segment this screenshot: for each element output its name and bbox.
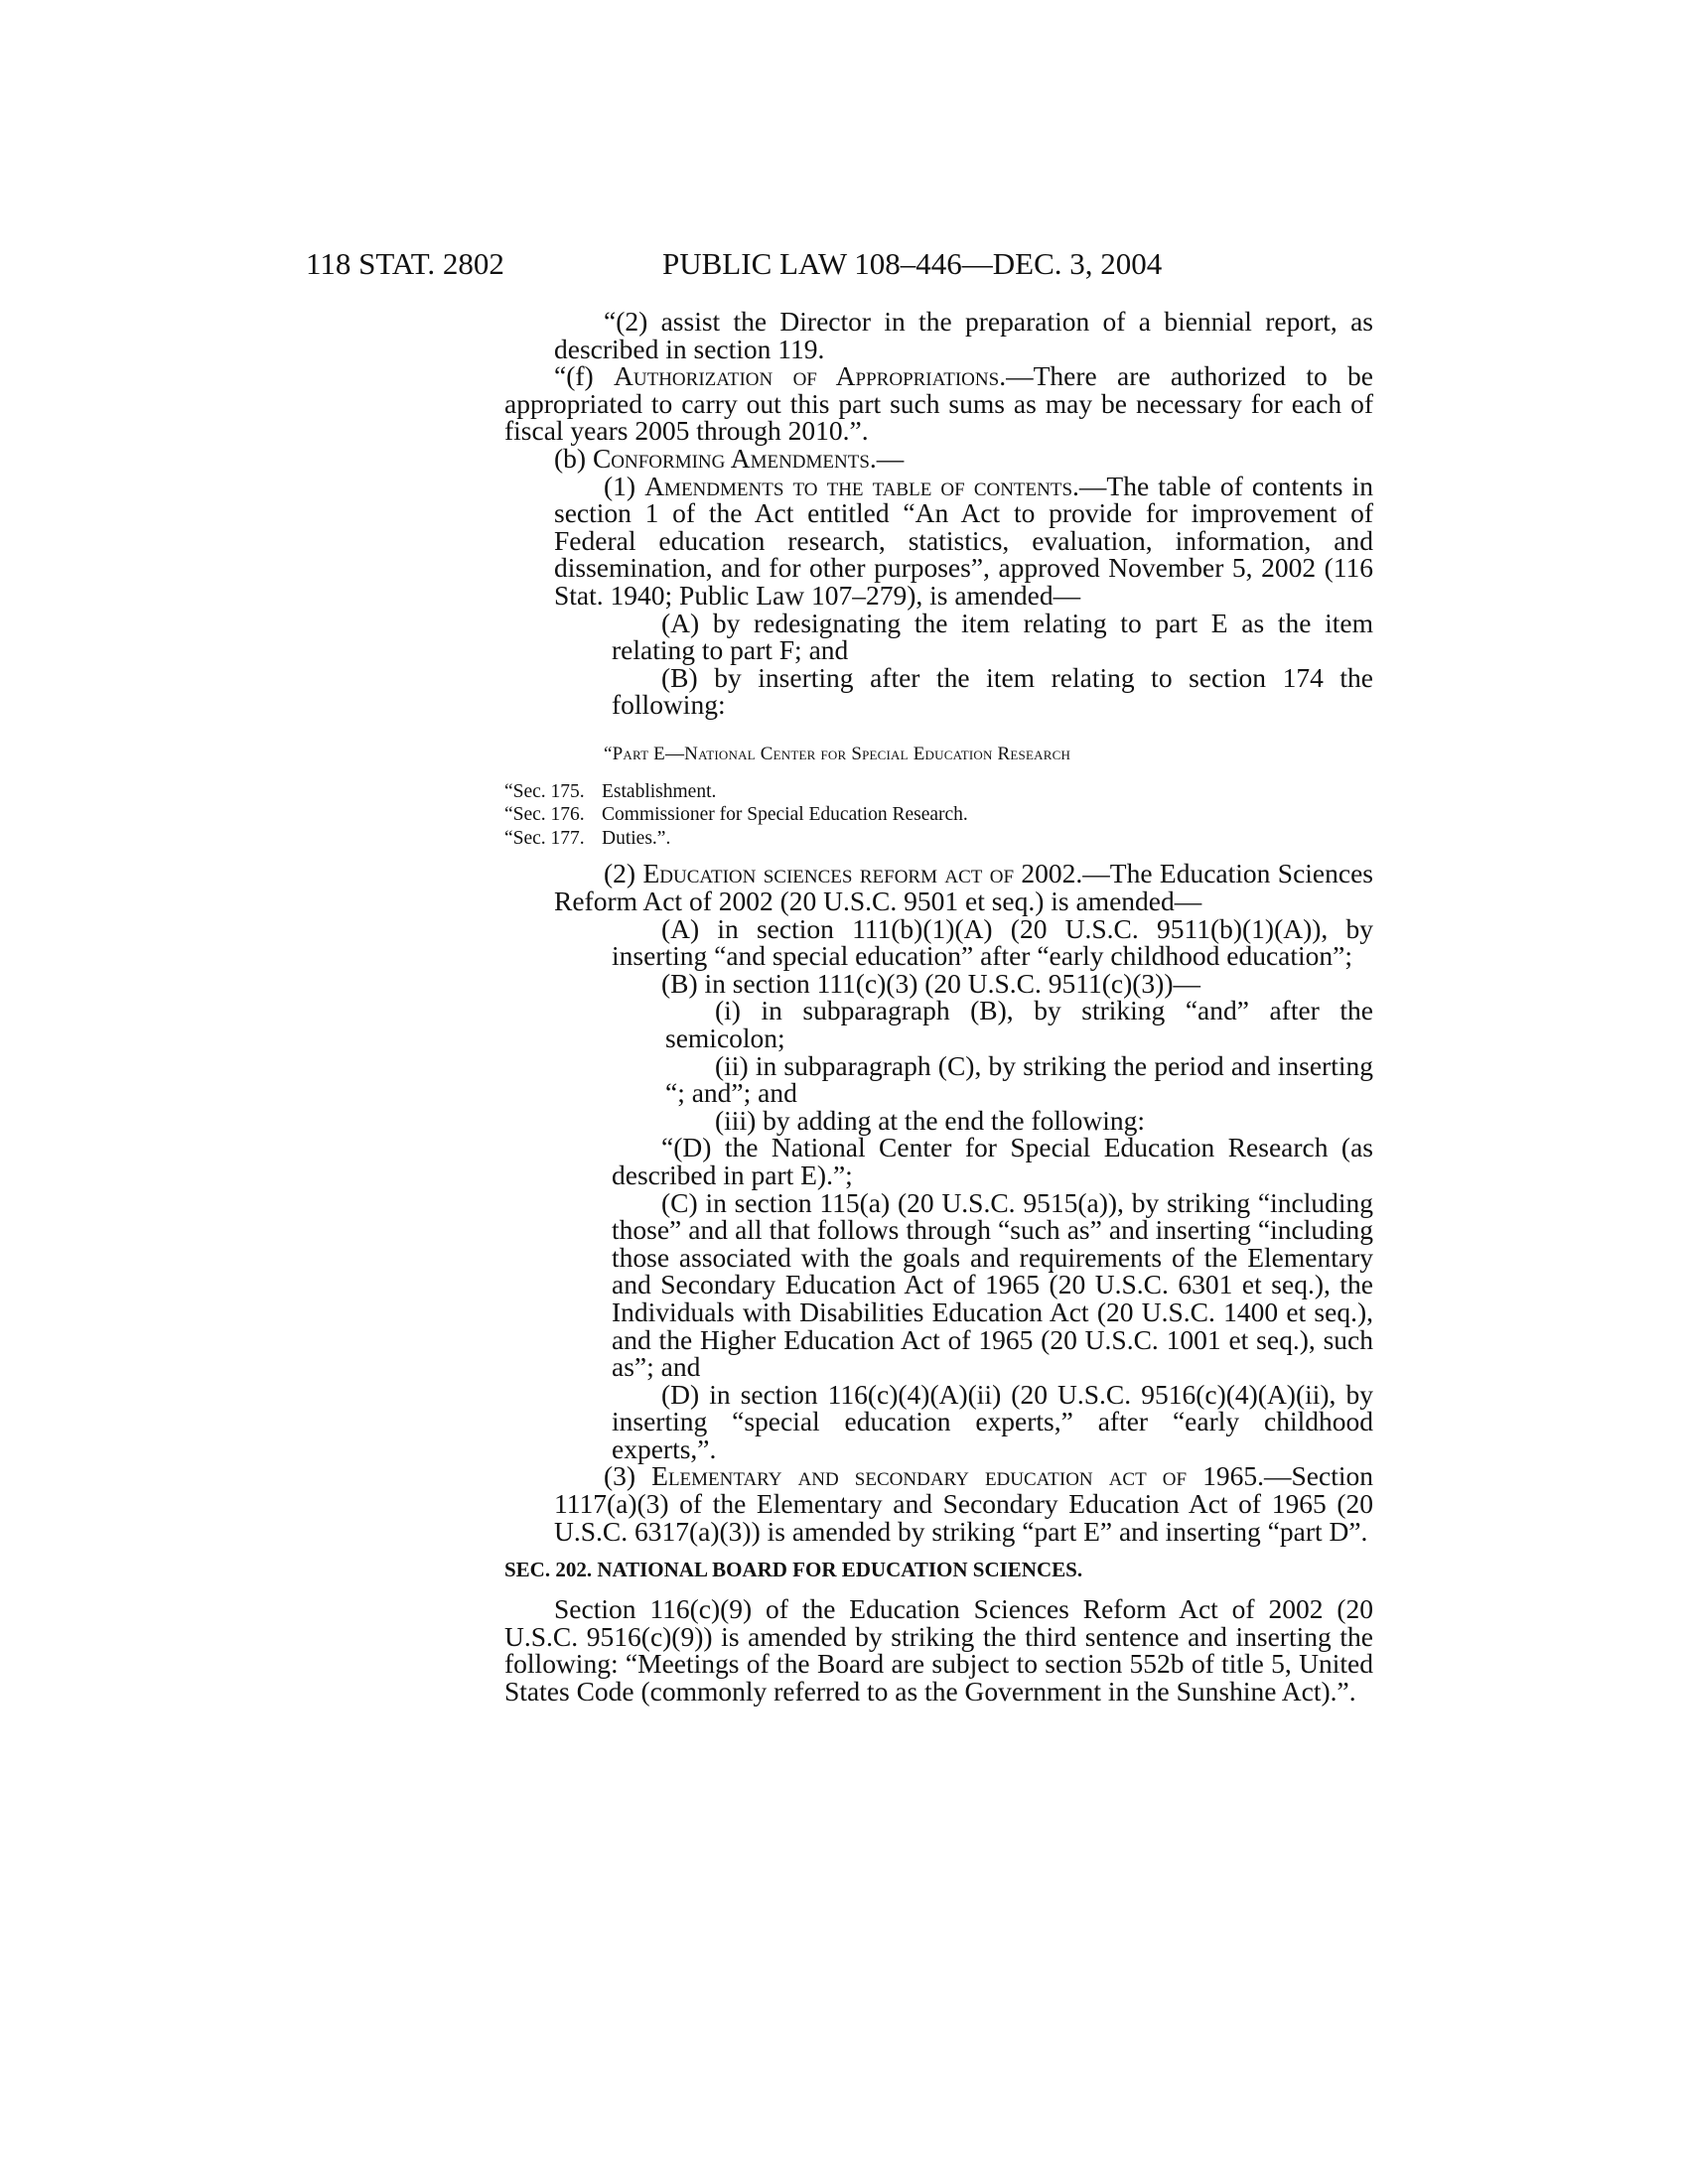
paragraph-b2-d: (D) in section 116(c)(4)(A)(ii) (20 U.S.C. 9516(c)(4)(A)(ii), by inserting “special education experts,” after “early childhood experts,”. (612, 1378, 1373, 1464)
paragraph-b3: (3) Elementary and secondary education act of 1965.—Section 1117(a)(3) of the Elementary and Secondary Education Act of 1965 (20 U.S.C. 6317(a)(3)) is amended by striking “part E” and inserting “part D”. (554, 1460, 1373, 1547)
paragraph-b2-b-iii: (iii) by adding at the end the following: (715, 1104, 1146, 1136)
paragraph-f2: “(2) assist the Director in the preparation of a biennial report, as described in section 119. (554, 306, 1373, 364)
page-body (504, 308, 1373, 1706)
toc-part-heading: “Part E—National Center for Special Education Research (604, 743, 1071, 764)
toc-item: “Sec. 177. Duties.”. (504, 827, 671, 849)
paragraph-inserted-d: “(D) the National Center for Special Education Research (as described in part E).”; (612, 1132, 1373, 1190)
toc-list (504, 780, 1373, 851)
paragraph-b2-a: (A) in section 111(b)(1)(A) (20 U.S.C. 9511(b)(1)(A)), by inserting “and special education” after “early childhood education”; (612, 912, 1373, 972)
paragraph-b1: (1) Amendments to the table of contents.—The table of contents in section 1 of the Act entitled “An Act to provide for improvement of Federal education research, statistics, evaluation, information, and dissemination, and for other purposes”, approved November 5, 2002 (116 Stat. 1940; Public Law 107–279), is amended— (554, 470, 1373, 611)
running-header-law: PUBLIC LAW 108–446—DEC. 3, 2004 (662, 246, 1163, 281)
paragraph-b2-b-ii: (ii) in subparagraph (C), by striking the period and inserting “; and”; and (665, 1049, 1373, 1109)
paragraph-sec-202: Section 116(c)(9) of the Education Sciences Reform Act of 2002 (20 U.S.C. 9516(c)(9)) is amended by striking the third sentence and inserting the following: “Meetings of the Board are subject to section 552b of title 5, United States Code (commonly referred to as the Government in the Sunshine Act).”. (504, 1593, 1373, 1707)
paragraph-b2-b-i: (i) in subparagraph (B), by striking “and” after the semicolon; (665, 995, 1373, 1053)
page-stat-number: 118 STAT. 2802 (306, 246, 504, 281)
paragraph-b2-b: (B) in section 111(c)(3) (20 U.S.C. 9511(c)(3))— (661, 967, 1200, 999)
paragraph-b2: (2) Education sciences reform act of 2002.—The Education Sciences Reform Act of 2002 (20 U.S.C. 9501 et seq.) is amended— (554, 858, 1373, 916)
section-heading: SEC. 202. NATIONAL BOARD FOR EDUCATION SCIENCES. (504, 1558, 1083, 1582)
paragraph-b2-c: (C) in section 115(a) (20 U.S.C. 9515(a)), by striking “including those” and all that follows through “such as” and inserting “including those associated with the goals and requirements of the Elementary and Secondary Education Act of 1965 (20 U.S.C. 6301 et seq.), the Individuals with Disabilities Education Act (20 U.S.C. 1400 et seq.), and the Higher Education Act of 1965 (20 U.S.C. 1001 et seq.), such as”; and (612, 1186, 1373, 1383)
paragraph-authorization: “(f) Authorization of Appropriations.—There are authorized to be appropriated to carry out this part such sums as may be necessary for each of fiscal years 2005 through 2010.”. (504, 360, 1373, 447)
paragraph-b1-b: (B) by inserting after the item relating to section 174 the following: (612, 661, 1373, 721)
toc-item: “Sec. 175. Establishment. (504, 780, 717, 802)
paragraph-b1-a: (A) by redesignating the item relating to part E as the item relating to part F; and (612, 607, 1373, 666)
toc-item: “Sec. 176. Commissioner for Special Education Research. (504, 804, 968, 826)
paragraph-conforming: (b) Conforming Amendments.— (554, 442, 905, 474)
